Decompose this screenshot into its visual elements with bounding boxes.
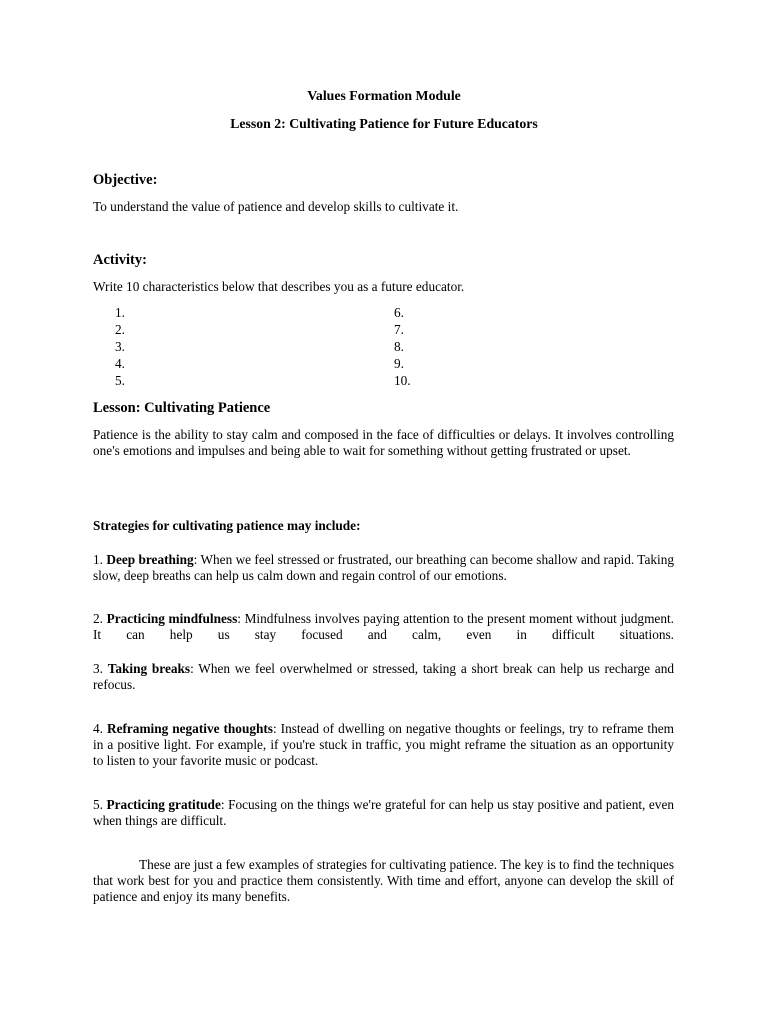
list-item: 2. (115, 322, 125, 337)
list-item: 10. (394, 373, 411, 388)
list-item: 8. (394, 339, 404, 354)
objective-heading: Objective: (93, 172, 158, 188)
strategy-term: Deep breathing (106, 552, 194, 567)
closing-paragraph: These are just a few examples of strategies for cultivating patience. The key is to find the techniques that work best for you and practice them consistently. With time and effort, anyone can develop the skill of patience and enjoy its many benefits. (93, 857, 674, 904)
lesson-text: Patience is the ability to stay calm and composed in the face of difficulties or delays. It involves controlling one's emotions and impulses and being able to wait for something without getting frustrated or upset. (93, 427, 674, 458)
strategy-text: : Instead of dwelling on negative thoughts or feelings, try to reframe them in a positive light. For example, if you're stuck in traffic, you might reframe the situation as an opportunity to listen to your favorite music or podcast. (93, 721, 675, 768)
strategy-text: : Focusing on the things we're grateful for can help us stay positive and patient, even when things are difficult. (93, 797, 675, 828)
strategy-item (93, 797, 674, 829)
activity-list-left (115, 304, 125, 389)
objective-text: To understand the value of patience and develop skills to cultivate it. (93, 199, 459, 214)
strategy-number: 5. (93, 797, 103, 812)
strategy-text: : When we feel overwhelmed or stressed, taking a short break can help us recharge and refocus. (93, 661, 674, 692)
strategy-item (93, 611, 674, 643)
strategy-number: 2. (93, 611, 103, 626)
strategy-term: Practicing mindfulness (106, 611, 238, 626)
lesson-title: Lesson 2: Cultivating Patience for Future Educators (230, 116, 538, 131)
activity-list-right (394, 304, 411, 389)
module-title: Values Formation Module (307, 88, 461, 103)
strategy-number: 1. (93, 552, 103, 567)
strategy-term: Reframing negative thoughts (106, 721, 273, 736)
list-item: 7. (394, 322, 404, 337)
list-item: 4. (115, 356, 125, 371)
activity-text: Write 10 characteristics below that describes you as a future educator. (93, 279, 465, 294)
strategy-term: Taking breaks (107, 661, 191, 676)
list-item: 1. (115, 305, 125, 320)
strategy-number: 4. (93, 721, 103, 736)
strategy-item (93, 552, 674, 584)
strategy-term: Practicing gratitude (106, 797, 221, 812)
lesson-heading: Lesson: Cultivating Patience (93, 400, 271, 416)
strategy-number: 3. (93, 661, 103, 676)
strategies-heading: Strategies for cultivating patience may include: (93, 518, 361, 533)
list-item: 9. (394, 356, 404, 371)
activity-heading: Activity: (93, 252, 147, 268)
list-item: 6. (394, 305, 404, 320)
strategy-item (93, 721, 674, 769)
strategy-text: : Mindfulness involves paying attention to the present moment without judgment. It can help us stay focused and calm, even in difficult situations. (93, 611, 674, 642)
list-item: 3. (115, 339, 125, 354)
strategy-text: : When we feel stressed or frustrated, our breathing can become shallow and rapid. Taking slow, deep breaths can help us calm down and regain control of our emotions. (93, 552, 675, 583)
strategy-item (93, 661, 674, 693)
list-item: 5. (115, 373, 125, 388)
